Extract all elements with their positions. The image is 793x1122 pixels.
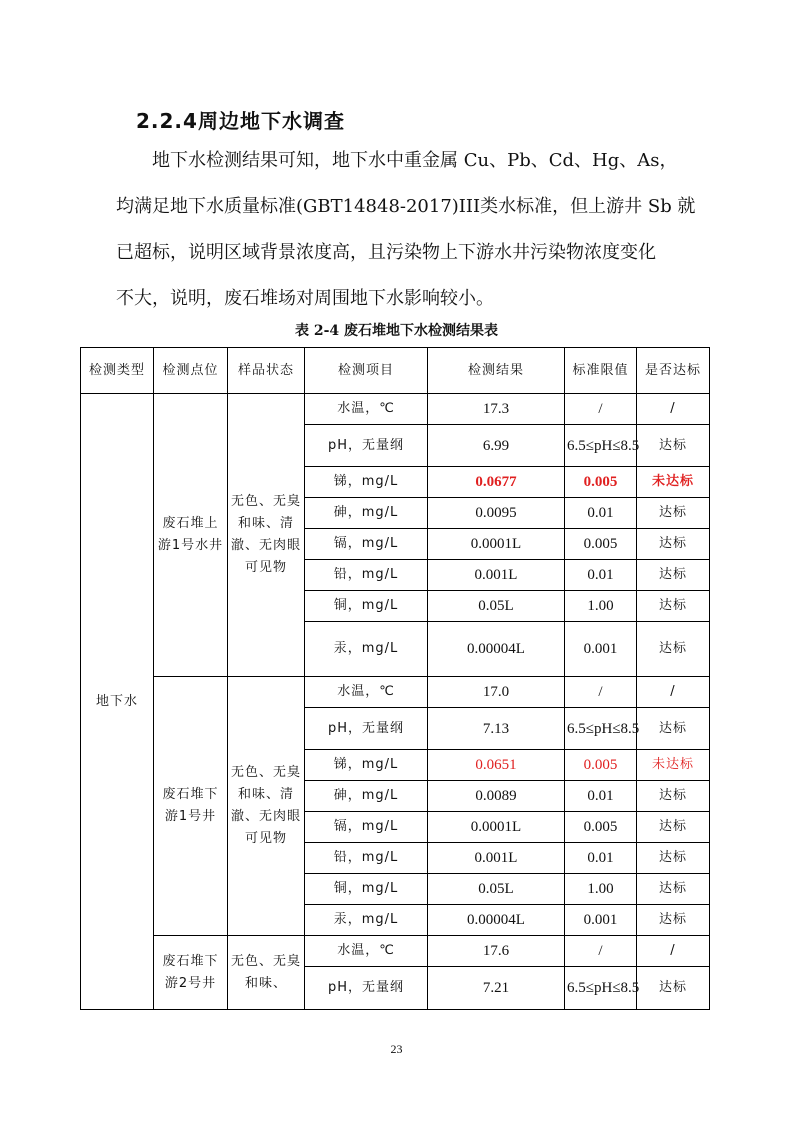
table-caption: 表 2-4 废石堆地下水检测结果表 xyxy=(294,323,499,339)
item-cell: 水温，℃ xyxy=(305,677,428,708)
body-paragraph xyxy=(116,138,696,322)
item-cell: 水温，℃ xyxy=(305,936,428,967)
header-cell: 检测点位 xyxy=(154,348,228,394)
table-header-row xyxy=(81,348,710,394)
result-cell: 0.001L xyxy=(428,560,565,591)
compliance-cell: 达标 xyxy=(637,874,710,905)
location-cell: 废石堆上游1号水井 xyxy=(154,394,228,677)
result-cell: 6.99 xyxy=(428,425,565,467)
item-cell: 砷，mg/L xyxy=(305,498,428,529)
limit-cell: 0.005 xyxy=(565,529,637,560)
header-cell: 是否达标 xyxy=(637,348,710,394)
limit-cell: / xyxy=(565,394,637,425)
limit-cell: 6.5≤pH≤8.5 xyxy=(565,425,637,467)
item-cell: 锑，mg/L xyxy=(305,467,428,498)
limit-cell: 0.01 xyxy=(565,498,637,529)
compliance-cell: 达标 xyxy=(637,529,710,560)
result-cell: 0.0677 xyxy=(428,467,565,498)
category-cell: 地下水 xyxy=(81,394,154,1010)
item-cell: pH，无量纲 xyxy=(305,967,428,1010)
item-cell: 铜，mg/L xyxy=(305,874,428,905)
compliance-cell: 达标 xyxy=(637,843,710,874)
limit-cell: 0.005 xyxy=(565,467,637,498)
result-cell: 0.0089 xyxy=(428,781,565,812)
header-cell: 标准限值 xyxy=(565,348,637,394)
results-table xyxy=(80,347,710,1010)
result-cell: 17.3 xyxy=(428,394,565,425)
result-cell: 0.00004L xyxy=(428,622,565,677)
limit-cell: 0.005 xyxy=(565,812,637,843)
paragraph-line: 已超标，说明区域背景浓度高，且污染物上下游水井污染物浓度变化 xyxy=(116,242,656,263)
paragraph-line: 不大，说明，废石堆场对周围地下水影响较小。 xyxy=(116,288,494,309)
section-heading: 2.2.4周边地下水调查 xyxy=(136,109,345,133)
item-cell: 镉，mg/L xyxy=(305,529,428,560)
table-row xyxy=(81,936,710,967)
result-cell: 0.0095 xyxy=(428,498,565,529)
paragraph-line: 均满足地下水质量标准(GBT14848-2017)III类水标准，但上游井 Sb 就 xyxy=(116,196,696,217)
result-cell: 0.0001L xyxy=(428,812,565,843)
result-cell: 17.0 xyxy=(428,677,565,708)
item-cell: 砷，mg/L xyxy=(305,781,428,812)
result-cell: 0.05L xyxy=(428,591,565,622)
result-cell: 7.13 xyxy=(428,708,565,750)
compliance-cell: / xyxy=(637,936,710,967)
result-cell: 0.0651 xyxy=(428,750,565,781)
limit-cell: 0.01 xyxy=(565,843,637,874)
compliance-cell: 达标 xyxy=(637,591,710,622)
limit-cell: 1.00 xyxy=(565,874,637,905)
item-cell: 铅，mg/L xyxy=(305,560,428,591)
result-cell: 0.05L xyxy=(428,874,565,905)
limit-cell: 0.01 xyxy=(565,560,637,591)
location-cell: 废石堆下游2号井 xyxy=(154,936,228,1010)
compliance-cell: 达标 xyxy=(637,781,710,812)
page-number: 23 xyxy=(390,1042,403,1056)
item-cell: 铜，mg/L xyxy=(305,591,428,622)
compliance-cell: / xyxy=(637,677,710,708)
header-cell: 检测结果 xyxy=(428,348,565,394)
compliance-cell: 达标 xyxy=(637,425,710,467)
item-cell: 镉，mg/L xyxy=(305,812,428,843)
result-cell: 0.00004L xyxy=(428,905,565,936)
limit-cell: 0.001 xyxy=(565,622,637,677)
limit-cell: 0.005 xyxy=(565,750,637,781)
compliance-cell: / xyxy=(637,394,710,425)
paragraph-line: 地下水检测结果可知，地下水中重金属 Cu、Pb、Cd、Hg、As， xyxy=(152,150,678,171)
compliance-cell: 达标 xyxy=(637,812,710,843)
item-cell: pH，无量纲 xyxy=(305,425,428,467)
sample-state-cell: 无色、无臭和味、清澈、无肉眼可见物 xyxy=(228,677,305,936)
result-cell: 7.21 xyxy=(428,967,565,1010)
result-cell: 17.6 xyxy=(428,936,565,967)
item-cell: 汞，mg/L xyxy=(305,622,428,677)
limit-cell: / xyxy=(565,677,637,708)
compliance-cell: 未达标 xyxy=(637,467,710,498)
header-cell: 检测类型 xyxy=(81,348,154,394)
result-cell: 0.001L xyxy=(428,843,565,874)
table-row xyxy=(81,677,710,708)
result-cell: 0.0001L xyxy=(428,529,565,560)
item-cell: 锑，mg/L xyxy=(305,750,428,781)
header-cell: 检测项目 xyxy=(305,348,428,394)
compliance-cell: 未达标 xyxy=(637,750,710,781)
item-cell: 汞，mg/L xyxy=(305,905,428,936)
item-cell: pH，无量纲 xyxy=(305,708,428,750)
header-cell: 样品状态 xyxy=(228,348,305,394)
limit-cell: 1.00 xyxy=(565,591,637,622)
sample-state-cell: 无色、无臭和味、 xyxy=(228,936,305,1010)
compliance-cell: 达标 xyxy=(637,622,710,677)
limit-cell: 6.5≤pH≤8.5 xyxy=(565,967,637,1010)
item-cell: 铅，mg/L xyxy=(305,843,428,874)
compliance-cell: 达标 xyxy=(637,967,710,1010)
limit-cell: 0.001 xyxy=(565,905,637,936)
limit-cell: 0.01 xyxy=(565,781,637,812)
compliance-cell: 达标 xyxy=(637,905,710,936)
sample-state-cell: 无色、无臭和味、清澈、无肉眼可见物 xyxy=(228,394,305,677)
compliance-cell: 达标 xyxy=(637,498,710,529)
compliance-cell: 达标 xyxy=(637,708,710,750)
table-row xyxy=(81,394,710,425)
limit-cell: 6.5≤pH≤8.5 xyxy=(565,708,637,750)
compliance-cell: 达标 xyxy=(637,560,710,591)
item-cell: 水温，℃ xyxy=(305,394,428,425)
limit-cell: / xyxy=(565,936,637,967)
location-cell: 废石堆下游1号井 xyxy=(154,677,228,936)
